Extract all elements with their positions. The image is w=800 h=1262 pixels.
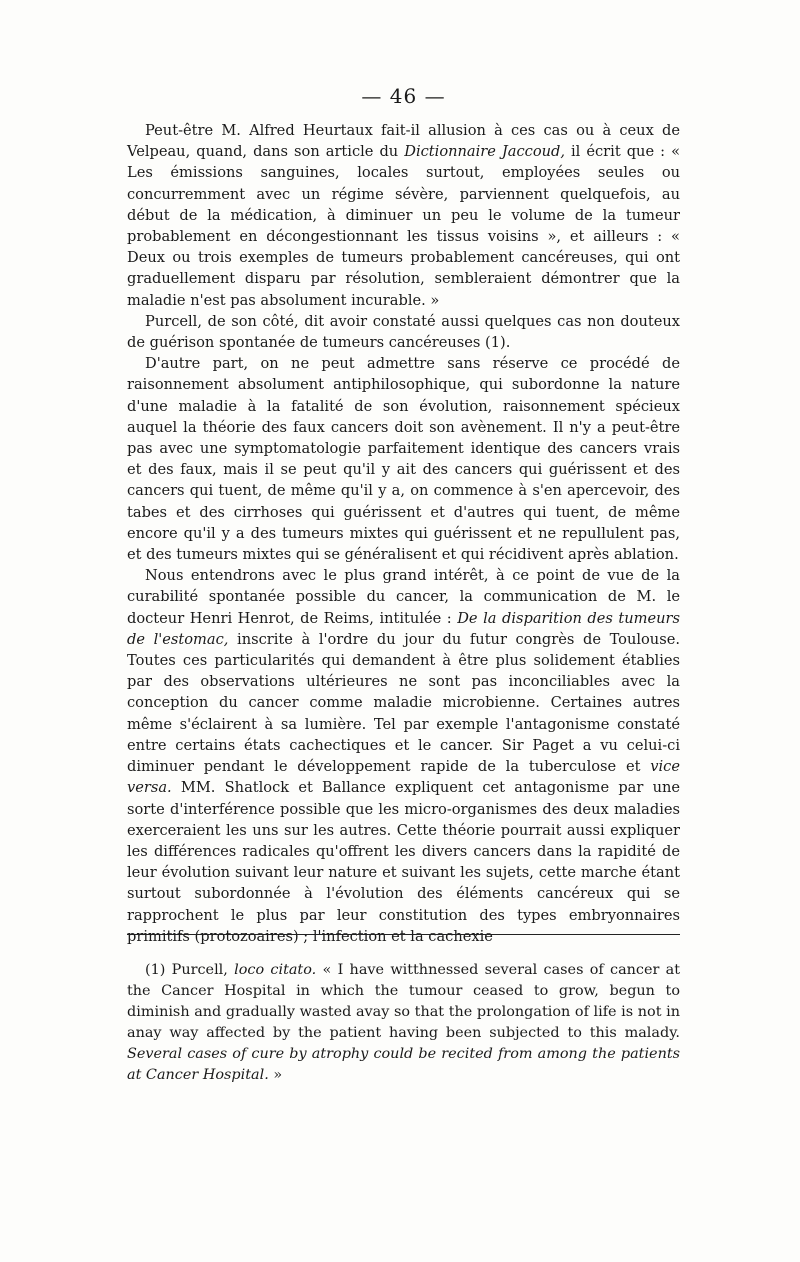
text-run: MM. Shatlock et Ballance expliquent cet antagonisme par une sorte d'interférence possible que les micro-organismes des deux maladies exerceraient les uns sur les autres. Cette théorie pourrait aussi expliquer les différences radicales qu'offrent les divers cancers dans la rapidité de leur évolution suivant leur nature et suivant les sujets, cette marche étant surtout subordonnée à l'évolution des éléments cancéreux qui se rapprochent le plus par leur constitution des types embryonnaires primitifs (protozoaires) ; l'infection et la cachexie: [127, 779, 680, 945]
body-text: [127, 120, 680, 947]
text-run: Peut-être M. Alfred Heurtaux fait-il allusion à ces cas ou à ceux de Velpeau, quand, dans son article du: [127, 122, 680, 161]
paragraph-3: [127, 353, 680, 565]
text-run: Nous entendrons avec le plus grand intérêt, à ce point de vue de la curabilité spontanée possible du cancer, la communication de M. le docteur Henri Henrot, de Reims, intitulée :: [127, 567, 680, 627]
text-run: D'autre part, on ne peut admettre sans réserve ce procédé de raisonnement absolument antiphilosophique, qui subordonne la nature d'une maladie à la fatalité de son évolution, raisonnement spécieux auquel la théorie des faux cancers doit son avènement. Il n'y a peut-être pas avec une symptomatologie parfaitement identique des cancers vrais et des faux, mais il se peut qu'il y ait des cancers qui guérissent et des cancers qui tuent, de même qu'il y a, on commence à s'en apercevoir, des tabes et des cirrhoses qui guérissent et d'autres qui tuent, de même encore qu'il y a des tumeurs mixtes qui guérissent et ne repullulent pas, et des tumeurs mixtes qui se généralisent et qui récidivent après ablation.: [127, 355, 680, 564]
text-run: »: [268, 1067, 283, 1083]
text-run: il écrit que : « Les émissions sanguines, locales surtout, employées seules ou concurremment avec un régime sévère, parviennent quelquefois, au début de la médication, à diminuer un peu le volume de la tumeur probablement en décongestionnant les tissus voisins », et ailleurs : « Deux ou trois exemples de tumeurs probablement cancéreuses, qui ont graduellement disparu par résolution, sembleraient démontrer que la maladie n'est pas absolument incurable. »: [127, 143, 680, 309]
footnote-rule: [127, 934, 680, 935]
page-number: — 46 —: [361, 84, 446, 108]
italic-run: vice versa.: [127, 758, 680, 797]
page: [127, 84, 680, 947]
footnote: [127, 960, 680, 1086]
italic-run: Dictionnaire Jaccoud,: [404, 143, 565, 161]
text-run: « I have witthnessed several cases of cancer at the Cancer Hospital in which the tumour ceased to grow, begun to diminish and gradually wasted avay so that the prolongation of life is not in anay way affected by the patient having been subjected to this malady.: [127, 962, 681, 1041]
paragraph-1: [127, 120, 680, 311]
text-run: inscrite à l'ordre du jour du futur congrès de Toulouse. Toutes ces particularités qui demandent à être plus solidement établies par des observations ultérieures ne sont pas inconciliables avec la conception du cancer comme maladie microbienne. Certaines autres même s'éclairent à sa lumière. Tel par exemple l'antagonisme constaté entre certains états cachectiques et le cancer. Sir Paget a vu celui-ci diminuer pendant le développement rapide de la tuberculose et: [127, 630, 680, 776]
paragraph-4: [127, 565, 680, 947]
italic-run: De la disparition des tumeurs de l'estomac,: [127, 609, 681, 648]
italic-run: Several cases of cure by atrophy could be recited from among the patients at Cancer Hospital.: [127, 1046, 680, 1083]
text-run: (1) Purcell,: [145, 962, 235, 978]
italic-run: loco citato.: [234, 962, 317, 978]
paragraph-2: [127, 311, 680, 353]
text-run: Purcell, de son côté, dit avoir constaté aussi quelques cas non douteux de guérison spontanée de tumeurs cancéreuses (1).: [127, 312, 680, 352]
